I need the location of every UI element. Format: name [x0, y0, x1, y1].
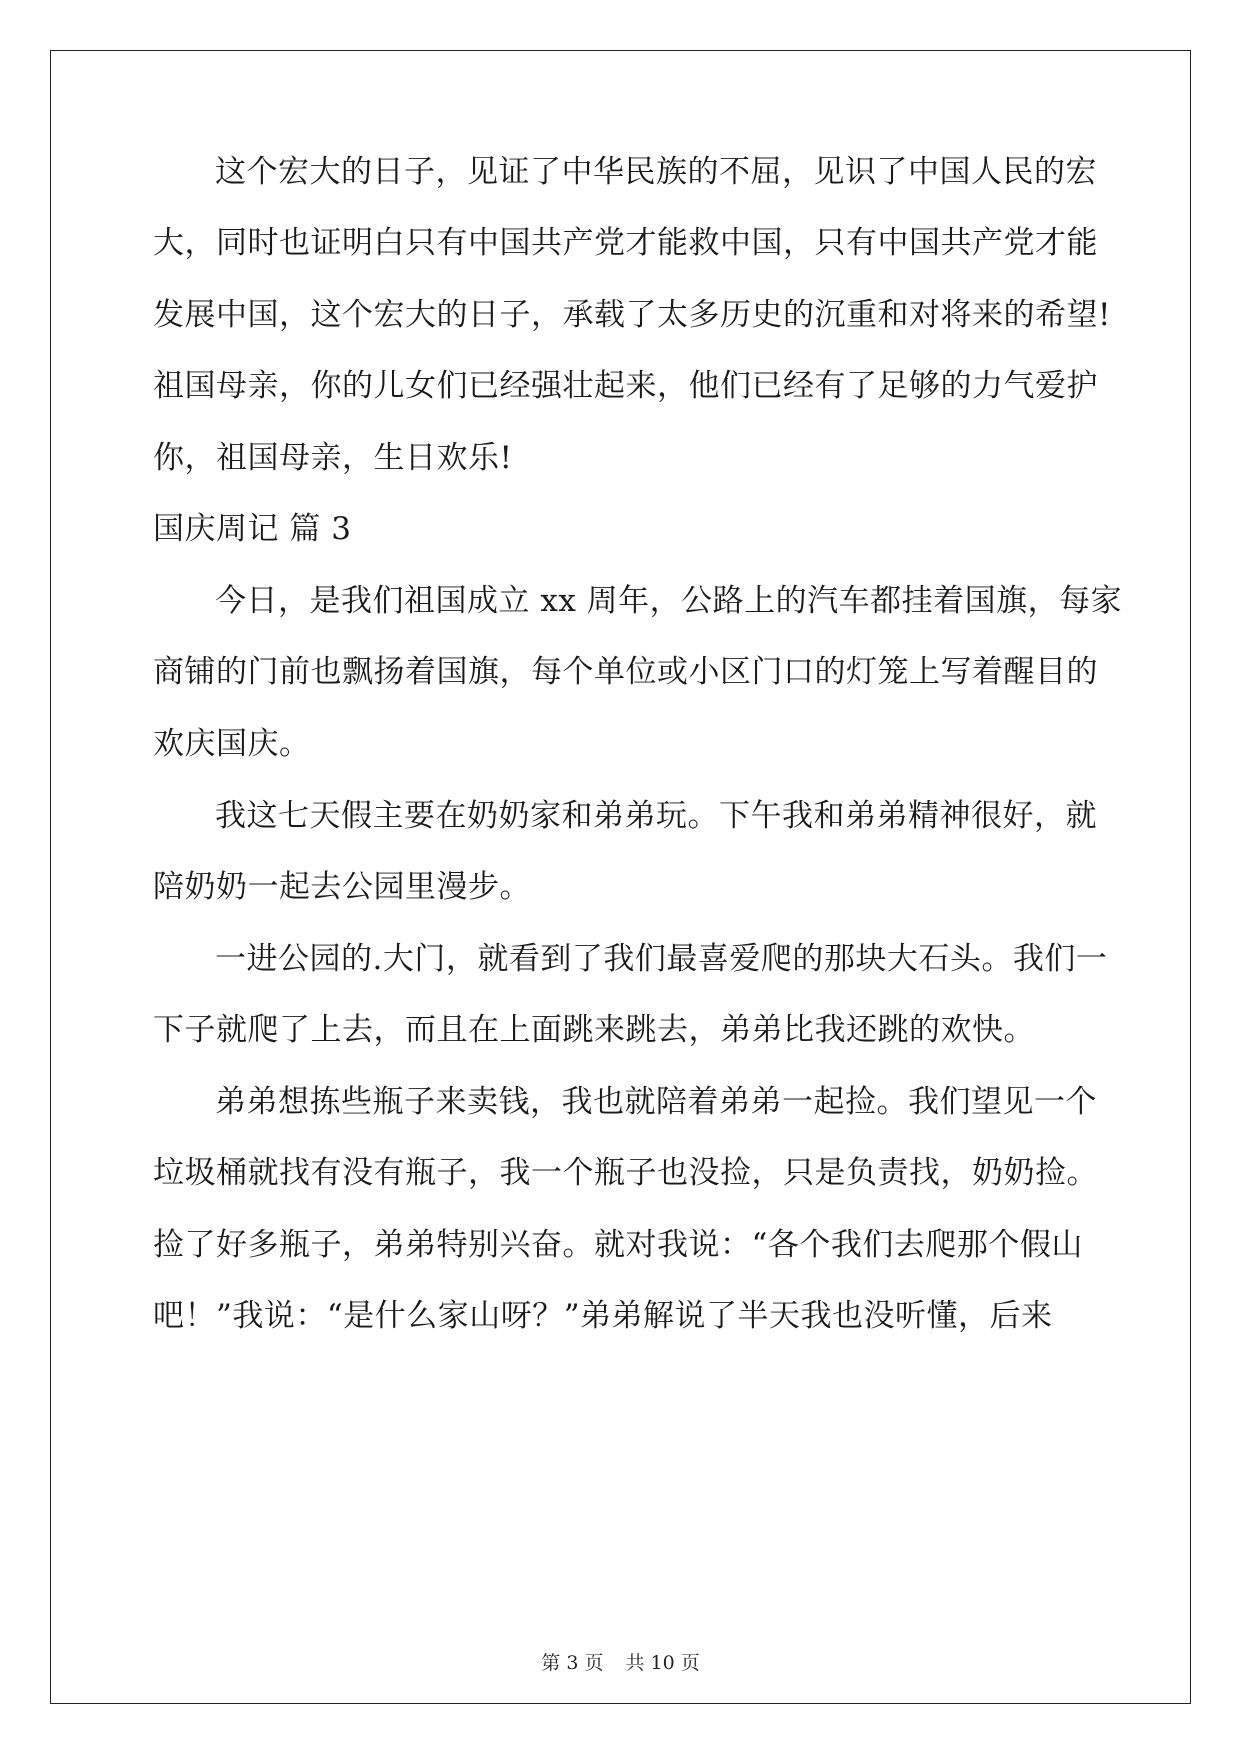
body-line: 大，同时也证明白只有中国共产党才能救中国，只有中国共产党才能 [153, 225, 1098, 261]
body-line: 祖国母亲，你的儿女们已经强壮起来，他们已经有了足够的力气爱护 [153, 368, 1098, 404]
section-heading: 国庆周记 篇 3 [153, 511, 352, 547]
page-number: 第 3 页 [541, 1652, 604, 1674]
body-line: 弟弟想拣些瓶子来卖钱，我也就陪着弟弟一起捡。我们望见一个 [215, 1084, 1097, 1120]
page-footer [0, 1651, 1241, 1675]
body-line: 这个宏大的日子，见证了中华民族的不屈，见识了中国人民的宏 [215, 154, 1097, 190]
body-line: 垃圾桶就找有没有瓶子，我一个瓶子也没捡，只是负责找，奶奶捡。 [153, 1155, 1098, 1191]
body-line: 一进公园的.大门，就看到了我们最喜爱爬的那块大石头。我们一 [215, 941, 1108, 977]
body-line: 今日，是我们祖国成立 xx 周年，公路上的汽车都挂着国旗，每家 [215, 583, 1123, 619]
body-line: 欢庆国庆。 [153, 726, 311, 762]
body-line: 商铺的门前也飘扬着国旗，每个单位或小区门口的灯笼上写着醒目的 [153, 654, 1098, 690]
body-line: 我这七天假主要在奶奶家和弟弟玩。下午我和弟弟精神很好，就 [215, 798, 1097, 834]
body-line: 吧！”我说：“是什么家山呀？”弟弟解说了半天我也没听懂，后来 [153, 1298, 1053, 1334]
page-total: 共 10 页 [625, 1652, 700, 1674]
body-line: 下子就爬了上去，而且在上面跳来跳去，弟弟比我还跳的欢快。 [153, 1012, 1035, 1048]
body-line: 陪奶奶一起去公园里漫步。 [153, 869, 531, 905]
body-line: 捡了好多瓶子，弟弟特别兴奋。就对我说：“各个我们去爬那个假山 [153, 1227, 1083, 1263]
body-line: 发展中国，这个宏大的日子，承载了太多历史的沉重和对将来的希望! [153, 297, 1111, 333]
body-line: 你，祖国母亲，生日欢乐! [153, 440, 513, 476]
